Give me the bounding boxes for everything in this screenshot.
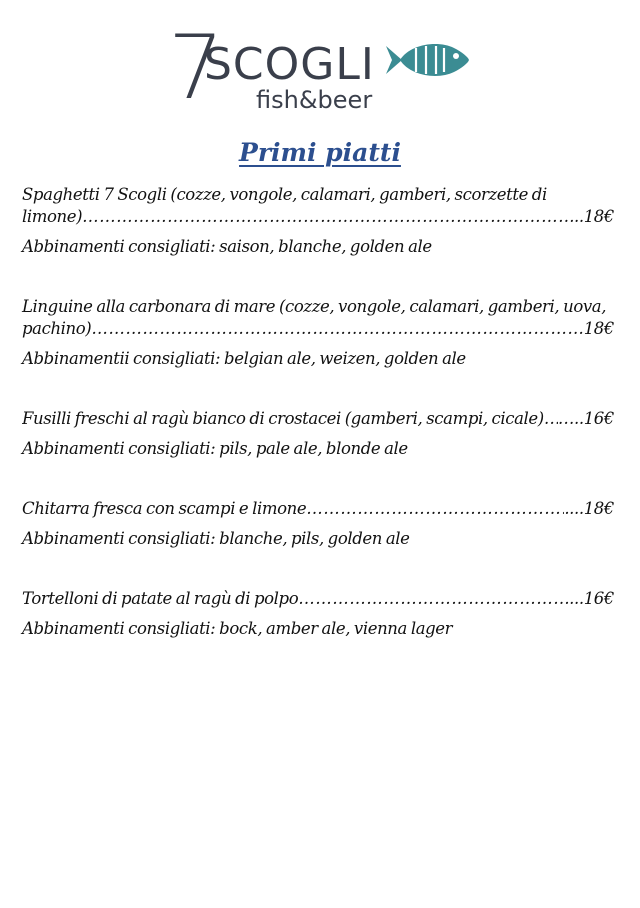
menu-item — [22, 588, 614, 640]
dish-price: ..18€ — [574, 207, 614, 226]
menu-item — [22, 184, 614, 258]
beer-pairing: Abbinamenti consigliati: saison, blanche, golden ale — [22, 237, 432, 256]
beer-pairing: Abbinamenti consigliati: bock, amber ale, vienna lager — [22, 619, 453, 638]
dish-price: ....18€ — [564, 499, 614, 518]
menu-item — [22, 408, 614, 460]
logo-subtitle: fish&beer — [256, 86, 373, 114]
logo-name: SCOGLI — [204, 39, 375, 90]
dish-name-row — [22, 408, 614, 430]
restaurant-logo — [168, 16, 478, 120]
dot-leader — [544, 408, 558, 430]
dish-name: Fusilli freschi al ragù bianco di crostacei (gamberi, scampi, cicale) — [22, 409, 544, 428]
dot-leader — [91, 318, 583, 340]
dish-name-row — [22, 498, 614, 520]
dish-name: Chitarra fresca con scampi e limone — [22, 499, 307, 518]
dish-name-row — [22, 318, 614, 340]
dish-price: 18€ — [583, 319, 614, 338]
beer-pairing: Abbinamentii consigliati: belgian ale, weizen, golden ale — [22, 349, 466, 368]
menu-item — [22, 296, 614, 370]
dot-leader — [298, 588, 569, 610]
beer-pairing: Abbinamenti consigliati: pils, pale ale, blonde ale — [22, 439, 408, 458]
dish-name: Spaghetti 7 Scogli (cozze, vongole, calamari, gamberi, scorzette di — [22, 185, 547, 204]
dish-name: Tortelloni di patate al ragù di polpo — [22, 589, 299, 608]
dish-name-continued: limone) — [22, 207, 83, 226]
dish-name-row — [22, 206, 614, 228]
dish-price: …..16€ — [557, 409, 614, 428]
beer-pairing: Abbinamenti consigliati: blanche, pils, golden ale — [22, 529, 410, 548]
menu-list — [22, 184, 614, 678]
dot-leader — [306, 498, 564, 520]
dot-leader — [82, 206, 574, 228]
section-title: Primi piatti — [239, 138, 401, 167]
dish-name-row — [22, 588, 614, 610]
dish-name-continued: pachino) — [22, 319, 92, 338]
fish-icon — [386, 40, 470, 80]
dish-price: ...16€ — [569, 589, 614, 608]
menu-item — [22, 498, 614, 550]
dish-name: Linguine alla carbonara di mare (cozze, vongole, calamari, gamberi, uova, — [22, 297, 607, 316]
logo-seven: 7 — [168, 16, 222, 119]
